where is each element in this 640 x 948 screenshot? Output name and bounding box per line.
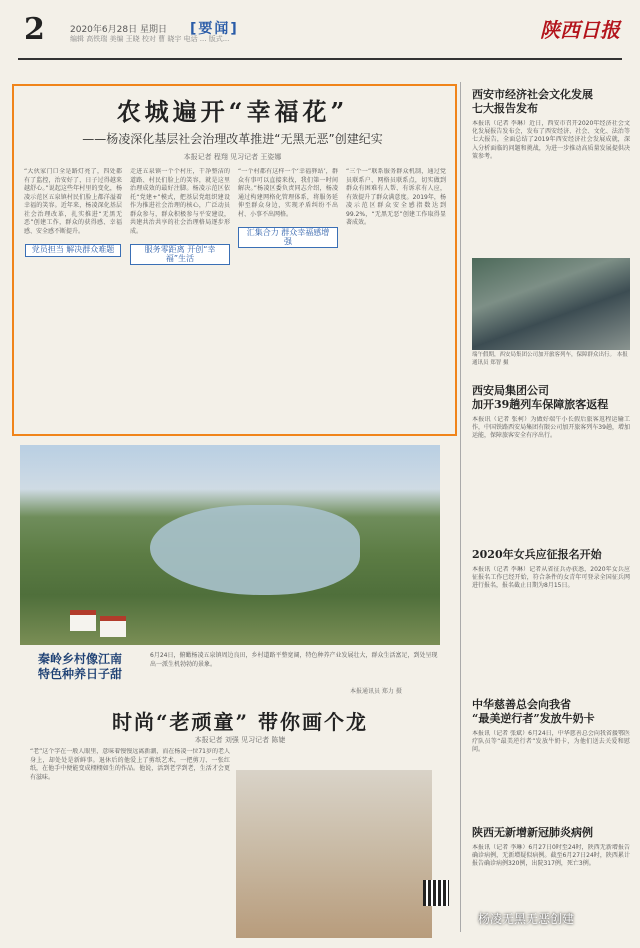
qr-code-icon [423,880,449,906]
second-article-body: “老”这个字在一般人眼里，意味着慢慢远离新潮，而在杨凌一位71岁的老人身上，却处处是新鲜事。退休后的他爱上了剪纸艺术，一把剪刀、一张红纸，在他手中便能变成栩栩如生的作品。他说，活到老学到老，生活才会更有滋味。 [30,748,230,781]
lead-article-title: 农城遍开“幸福花” [116,97,349,126]
sidebar-text-5: 本报讯（记者 李琳）6月27日0时至24时，陕西无新增报告确诊病例，无新增疑似病例。截至6月27日24时，陕西累计报告确诊病例320例，出院317例，死亡3例。 [472,844,630,868]
photo-house [100,616,126,637]
sidebar-title-5: 陕西无新增新冠肺炎病例 [472,826,593,839]
col-1-text: “大伙家门口全是路灯亮了，四处都有了监控，治安好了，日子过得越来越舒心。”说起这些年村里的变化，杨凌示范区五泉镇村民们脸上都洋溢着幸福的笑容。近年来，杨凌深化基层社会治理改革，扎实推进“无黑无恶”创建工作，群众的获得感、幸福感、安全感不断提升。 [24,168,122,235]
photo-caption-text: 6月24日，俯瞰杨凌五泉镇周边良田，乡村道路平整宽阔，特色种养产业发展壮大，群众生活富足，到处呈现出一派生机勃勃的景象。 [150,652,438,668]
lead-article-col-1 [24,168,122,430]
masthead-logo: 陕西日报 [540,18,620,42]
second-article-byline: 本报记者 刘强 见习记者 陈婕 [194,736,286,744]
train-station-photo [472,258,630,350]
col-4-text: “三个一”联系服务群众机制，通过党员联系户、网格员联系点，切实做到群众有困难有人帮、有诉求有人应，有效提升了群众满意度。2019年，杨凌示范区群众安全感指数达到99.2%，“无黑无恶”创建工作取得显著成效。 [346,168,446,226]
second-article-title: 时尚“老顽童” 带你画个龙 [112,710,368,734]
sidebar-title-1: 西安市经济社会文化发展 七大报告发布 [472,88,593,115]
train-photo-caption: 端午假期，西安局集团公司加开旅客列车，保障群众出行。 本报通讯员 郑智 摄 [472,352,628,366]
sidebar-text-3: 本报讯（记者 李琳）记者从省征兵办获悉，2020年女兵应征报名工作已经开始，符合条件的女青年可登录全国征兵网进行报名，报名截止日期为8月15日。 [472,566,630,590]
photo-caption-title: 秦岭乡村像江南 特色种养日子甜 [38,652,123,681]
lead-article-col-2 [130,168,230,430]
sidebar-title-4: 中华慈善总会向我省 “最美逆行者”发放牛奶卡 [472,698,595,725]
col-3-text: “一个村都有这样一个‘幸福驿站’，群众有事可以直接来找，我们第一时间解决。”杨凌区委负责同志介绍，杨凌通过构建网格化管理体系，将服务延伸至群众身边，实现矛盾纠纷不出村、小事不出网格。 [238,168,338,218]
photo-house [70,610,96,631]
column-divider [460,82,461,932]
sidebar-title-3: 2020年女兵应征报名开始 [472,548,602,561]
sidebar-text-4: 本报讯（记者 张斌）6月24日，中华慈善总会向我省援鄂医疗队员等“最美逆行者”发放牛奶卡，为他们送去关爱和慰问。 [472,730,630,754]
page-header [0,0,640,70]
subhead-2: 服务零距离 开创“幸福”生活 [130,244,230,265]
editor-line: 编辑 高铁瑞 美编 王晓 校对 曹 晓宇 电话 ... 版式... [70,35,230,43]
watermark-text: 杨凌无黑无恶创建 [478,912,575,926]
section-label: [要闻] [190,21,239,37]
header-rule [18,58,622,60]
photo-credit: 本报通讯员 郑力 摄 [350,688,402,695]
lead-article-subtitle: ——杨凌深化基层社会治理改革推进“无黑无恶”创建纪实 [82,132,383,146]
sidebar-title-2: 西安局集团公司 加开39趟列车保障旅客返程 [472,384,609,411]
subhead-3: 汇集合力 群众幸福感增强 [238,227,338,248]
page-number: 2 [24,12,45,47]
sidebar-text-1: 本报讯（记者 李琳）近日，西安市召开2020年经济社会文化发展报告发布会，发布了西安经济、社会、文化、法治等七大报告，全面总结了2019年西安经济社会发展成就，深入分析面临的问题和挑战，为进一步推动高质量发展提供决策参考。 [472,120,630,160]
lead-article-col-4 [346,168,446,430]
issue-date: 2020年6月28日 星期日 [70,25,167,35]
artisan-photo [236,770,432,938]
lead-article-col-3 [238,168,338,430]
col-2-text: 走进五泉镇一个个村庄，干净整洁的道路、村民们脸上的笑容，就是这里治理成效的最好注脚。杨凌示范区依托“党建+”模式，把基层党组织建设作为推进社会治理的核心，广泛动员群众参与，群众积极参与平安建设，共建共治共享的社会治理格局逐步形成。 [130,168,230,235]
subhead-1: 党员担当 解决群众难题 [25,244,122,257]
lead-article-byline: 本报记者 程翔 见习记者 王姿娜 [183,153,282,161]
sidebar-text-2: 本报讯（记者 张柯）为做好端午小长假后旅客返程运输工作，中国铁路西安局集团有限公司加开旅客列车39趟，增加运能，保障旅客安全有序出行。 [472,416,630,440]
